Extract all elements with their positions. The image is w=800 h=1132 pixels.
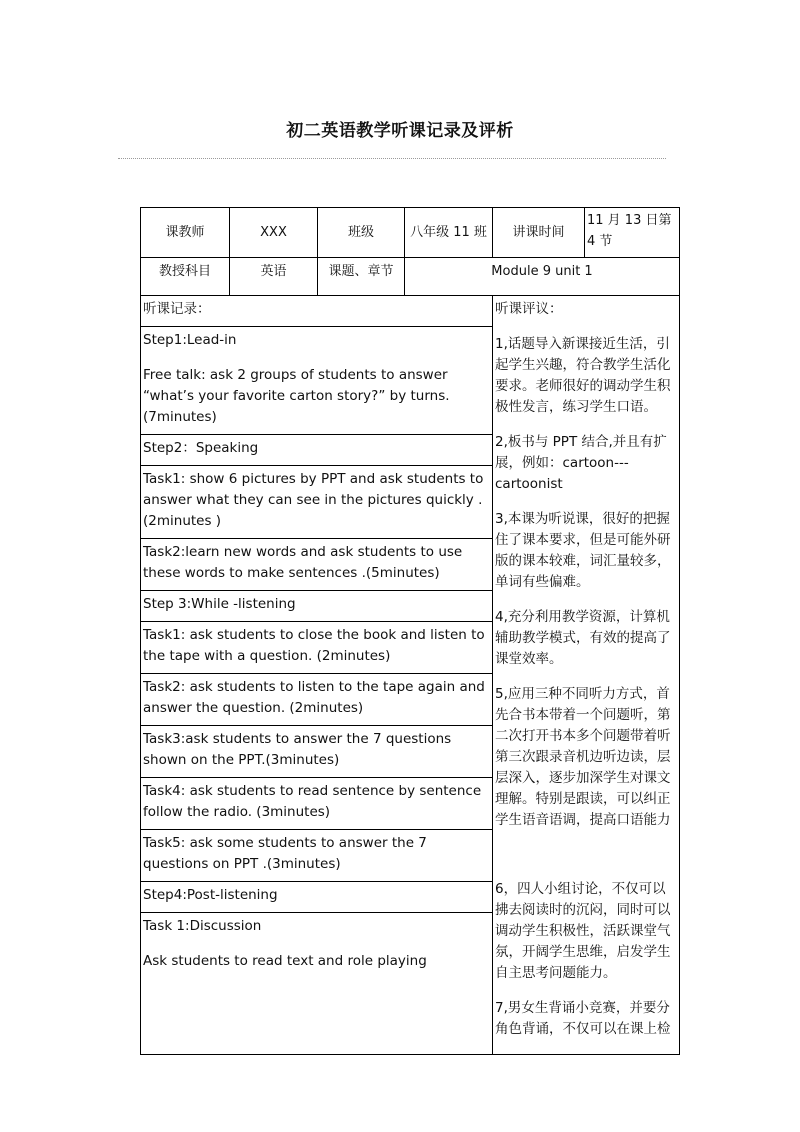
- subject-value: 英语: [230, 258, 318, 296]
- record-item: Task1: show 6 pictures by PPT and ask students to answer what they can see in the pictures quickly .(2minutes ): [141, 466, 492, 539]
- record-item: Task 1:Discussion Ask students to read text and role playing: [143, 918, 427, 969]
- topic-label: 课题、章节: [318, 258, 405, 296]
- record-item: Task3:ask students to answer the 7 questions shown on the PPT.(3minutes): [141, 726, 492, 778]
- subject-label: 教授科目: [141, 258, 230, 296]
- record-item: Task4: ask students to read sentence by sentence follow the radio. (3minutes): [141, 778, 492, 830]
- class-value: 八年级 11 班: [405, 208, 493, 258]
- comment-item: 2,板书与 PPT 结合,并且有扩展，例如：cartoon---cartoonist: [495, 434, 667, 492]
- record-item: Step2：Speaking: [141, 435, 492, 466]
- comment-item: 7,男女生背诵小竞赛，并要分角色背诵，不仅可以在课上检: [495, 1000, 671, 1037]
- record-item: Task2: ask students to listen to the tape again and answer the question. (2minutes): [141, 674, 492, 726]
- time-value: 11 月 13 日第 4 节: [585, 208, 680, 258]
- record-item: Task1: ask students to close the book and listen to the tape with a question. (2minutes): [141, 622, 492, 674]
- record-item: Step 3:While -listening: [141, 591, 492, 622]
- comments-title: 听课评议：: [495, 301, 563, 317]
- teacher-value: XXX: [230, 208, 318, 258]
- page-title: 初二英语教学听课记录及评析: [286, 121, 514, 141]
- comment-item: 1,话题导入新课接近生活，引起学生兴趣，符合教学生活化要求。老师很好的调动学生积极性发言，练习学生口语。: [495, 336, 671, 415]
- comments-cell: [493, 296, 680, 1055]
- comment-item: 3,本课为听说课，很好的把握住了课本要求，但是可能外研版的课本较难，词汇量较多，单词有些偏难。: [495, 511, 671, 590]
- time-label: 讲课时间: [493, 208, 585, 258]
- comment-item: 5,应用三种不同听力方式，首先合书本带着一个问题听，第二次打开书本多个问题带着听第三次跟录音机边听边读，层层深入，逐步加深学生对课文理解。特别是跟读，可以纠正学生语音语调，提高口语能力: [495, 686, 671, 828]
- observation-table: [140, 207, 680, 1055]
- dotted-divider: [118, 158, 666, 159]
- record-item: Task5: ask some students to answer the 7 questions on PPT .(3minutes): [141, 830, 492, 882]
- record-item: Step1:Lead-in Free talk: ask 2 groups of students to answer “what’s your favorite carton story?” by turns. (7minutes): [141, 327, 492, 435]
- records-cell: [141, 296, 493, 1055]
- records-title: 听课记录：: [141, 296, 492, 327]
- teacher-label: 课教师: [141, 208, 230, 258]
- comment-item: 4,充分利用教学资源，计算机辅助教学模式，有效的提高了课堂效率。: [495, 609, 671, 667]
- record-item: Task2:learn new words and ask students to use these words to make sentences .(5minutes): [141, 539, 492, 591]
- class-label: 班级: [318, 208, 405, 258]
- record-item: Step4:Post-listening: [141, 882, 492, 913]
- comment-item: 6，四人小组讨论，不仅可以拂去阅读时的沉闷，同时可以调动学生积极性，活跃课堂气氛，开阔学生思维，启发学生自主思考问题能力。: [495, 881, 671, 981]
- topic-value: Module 9 unit 1: [405, 258, 680, 296]
